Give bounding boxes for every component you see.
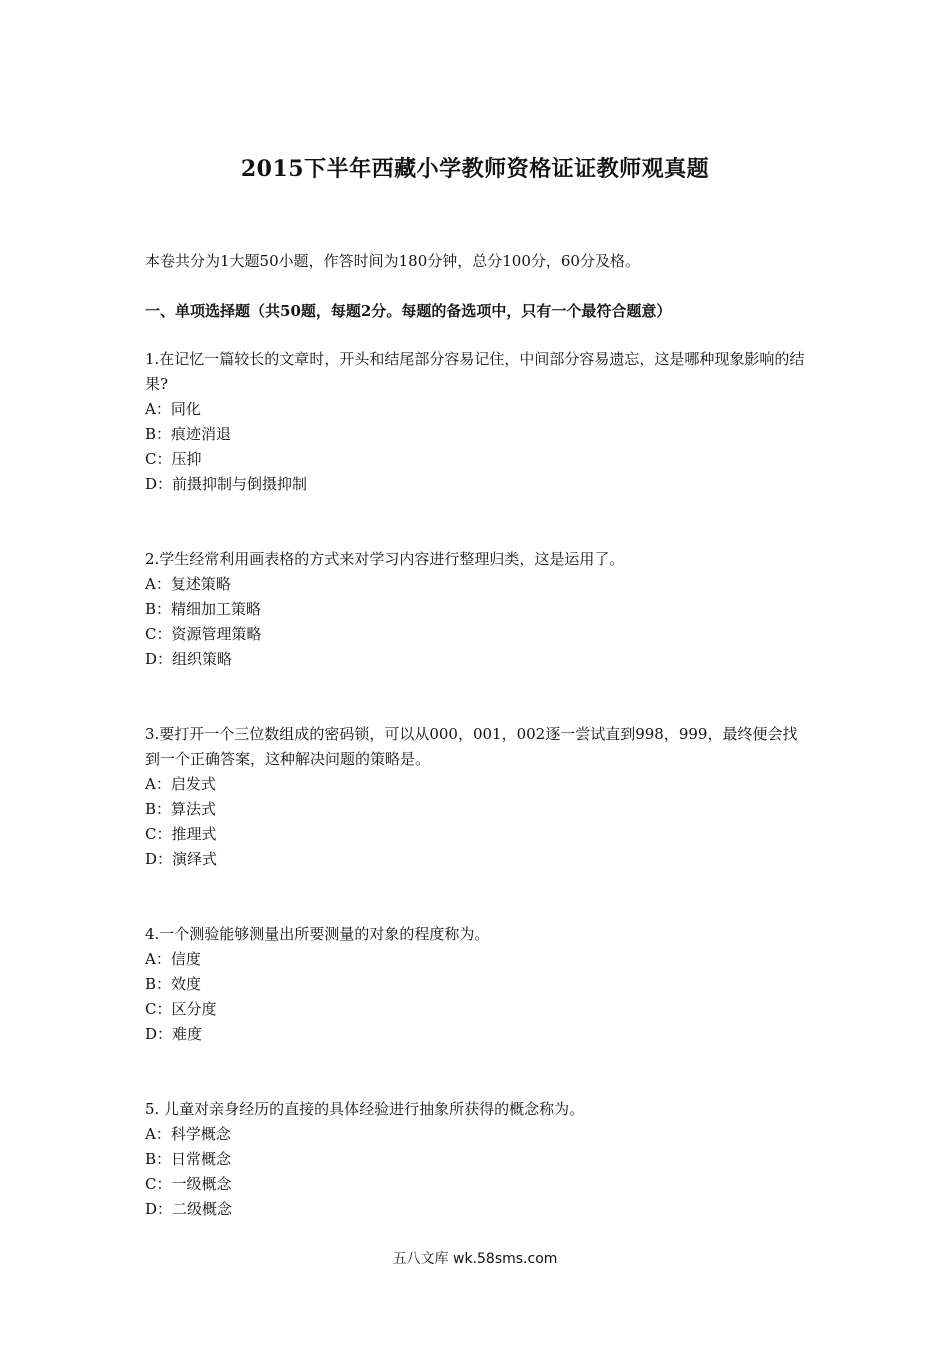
- option-d: D：前摄抑制与倒摄抑制: [145, 475, 308, 493]
- question-stem: 3.要打开一个三位数组成的密码锁，可以从000，001，002逐一尝试直到998，999，最终便会找到一个正确答案，这种解决问题的策略是。: [145, 725, 798, 768]
- option-b: B：日常概念: [145, 1150, 232, 1168]
- option-b: B：精细加工策略: [145, 600, 262, 618]
- option-d: D：二级概念: [145, 1200, 233, 1218]
- question-5: [145, 1097, 810, 1222]
- option-b: B：痕迹消退: [145, 425, 232, 443]
- option-a: A：同化: [145, 400, 201, 418]
- option-d: D：难度: [145, 1025, 203, 1043]
- question-stem: 4.一个测验能够测量出所要测量的对象的程度称为。: [145, 925, 490, 943]
- page-title: 2015下半年西藏小学教师资格证证教师观真题: [240, 156, 710, 182]
- page-footer: 五八文库 wk.58sms.com: [392, 1251, 558, 1267]
- question-stem: 1.在记忆一篇较长的文章时，开头和结尾部分容易记住，中间部分容易遗忘，这是哪种现象影响的结果?: [145, 350, 805, 393]
- option-d: D：组织策略: [145, 650, 233, 668]
- option-c: C：区分度: [145, 1000, 217, 1018]
- option-a: A：复述策略: [145, 575, 231, 593]
- question-4: [145, 922, 810, 1047]
- option-a: A：启发式: [145, 775, 216, 793]
- option-b: B：算法式: [145, 800, 217, 818]
- option-c: C：推理式: [145, 825, 217, 843]
- option-c: C：一级概念: [145, 1175, 232, 1193]
- question-3: [145, 722, 810, 872]
- option-a: A：信度: [145, 950, 201, 968]
- option-b: B：效度: [145, 975, 202, 993]
- exam-intro: 本卷共分为1大题50小题，作答时间为180分钟，总分100分，60分及格。: [145, 252, 640, 270]
- question-1: [145, 347, 810, 497]
- option-c: C：资源管理策略: [145, 625, 262, 643]
- question-stem: 5. 儿童对亲身经历的直接的具体经验进行抽象所获得的概念称为。: [145, 1100, 585, 1118]
- option-d: D：演绎式: [145, 850, 218, 868]
- question-2: [145, 547, 810, 672]
- option-c: C：压抑: [145, 450, 202, 468]
- question-stem: 2.学生经常利用画表格的方式来对学习内容进行整理归类，这是运用了。: [145, 550, 625, 568]
- option-a: A：科学概念: [145, 1125, 231, 1143]
- section-heading: 一、单项选择题（共50题，每题2分。每题的备选项中，只有一个最符合题意）: [145, 302, 672, 320]
